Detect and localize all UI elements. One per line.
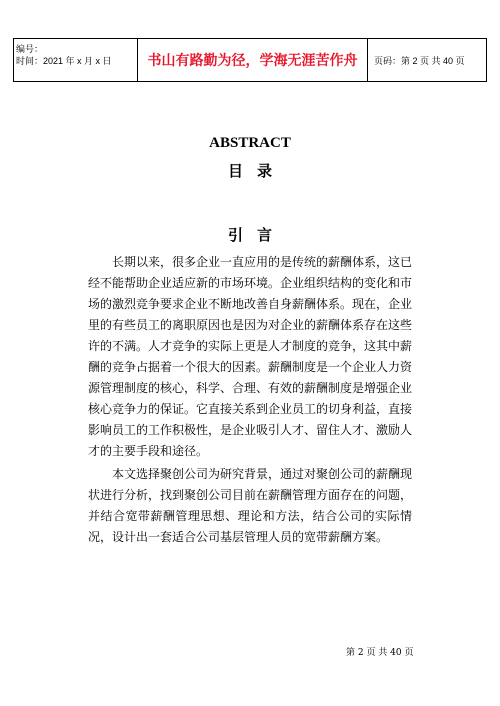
paragraph: 本文选择聚创公司为研究背景，通过对聚创公司的薪酬现状进行分析，找到聚创公司目前在薪酬管理方面存在的问题，并结合宽带薪酬管理思想、理论和方法，结合公司的实际情况，设计出一套适合公司基层管理人员的宽带薪酬方案。 [88,467,413,544]
page-header [13,38,487,82]
header-page-info: 页码：第 2 页 共 40 页 [374,55,465,66]
toc-heading: 目录 [227,162,286,180]
header-meta [14,39,138,81]
paragraph: 长期以来，很多企业一直应用的是传统的薪酬体系，这已经不能帮助企业适应新的市场环境。企业组织结构的变化和市场的激烈竞争要求企业不断地改善自身薪酬体系。现在，企业里的有些员工的离职原因也是因为对企业的薪酬体系存在这些许的不满。人才竞争的实际上更是人才制度的竞争，这其中薪酬的竞争占据着一个很大的因素。薪酬制度是一个企业人力资源管理制度的核心，科学、合理、有效的薪酬制度是增强企业核心竞争力的保证。它直接关系到企业员工的切身利益，直接影响员工的工作积极性，是企业吸引人才、留住人才、激励人才的主要手段和途径。 [88,255,413,458]
doc-number-label: 编号： [16,44,44,54]
abstract-heading: ABSTRACT [209,135,291,151]
intro-body [88,252,412,548]
page-footer: 第 2 页 共 40 页 [346,648,414,658]
intro-heading: 引言 [227,226,286,244]
date-label: 时间：2021 年 x 月 x 日 [16,56,112,66]
header-motto: 书山有路勤为径，学海无涯苦作舟 [138,39,368,81]
